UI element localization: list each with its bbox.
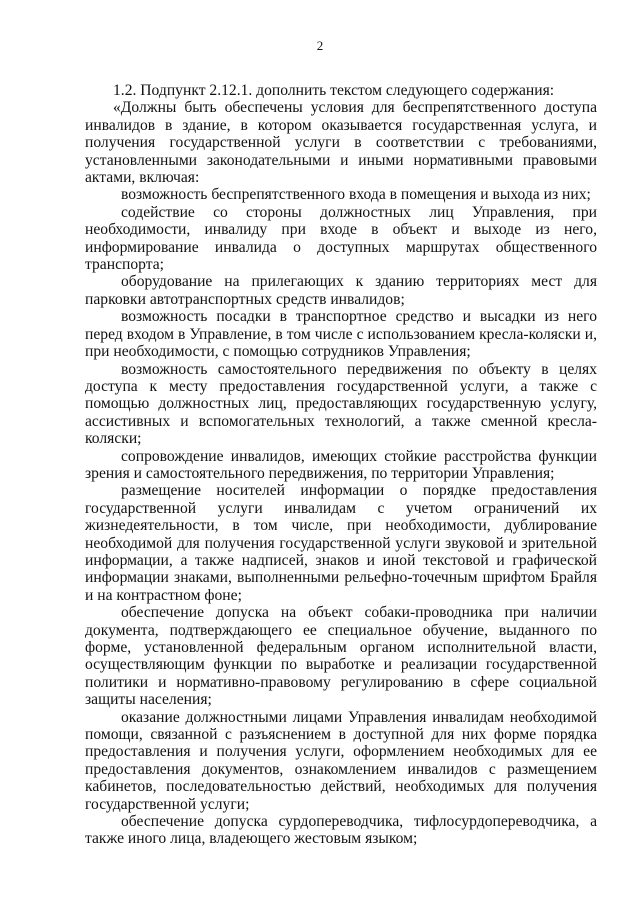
paragraph: сопровождение инвалидов, имеющих стойкие расстройства функции зрения и самостоятельного передвижения, по территории Управления; — [85, 447, 597, 482]
paragraph: оборудование на прилегающих к зданию территориях мест для парковки автотранспортных средств инвалидов; — [85, 273, 597, 308]
paragraph: оказание должностными лицами Управления инвалидам необходимой помощи, связанной с разъяснением в доступной для них форме порядка предоставления и получения услуги, оформлением необходимых для ее предоставления документов, ознакомлением инвалидов с размещением кабинетов, последовательностью действий, необходимых для получения государственной услуги; — [85, 708, 597, 813]
document-body — [85, 82, 597, 848]
paragraph: «Должны быть обеспечены условия для беспрепятственного доступа инвалидов в здание, в котором оказывается государственная услуга, и получения государственной услуги в соответствии с требованиями, установленными законодательными и иными нормативными правовыми актами, включая: — [85, 99, 597, 187]
paragraph: возможность самостоятельного передвижения по объекту в целях доступа к месту предоставления государственной услуги, а также с помощью должностных лиц, предоставляющих государственную услугу, ассистивных и вспомогательных технологий, а также сменной кресла-коляски; — [85, 360, 597, 448]
paragraph: возможность посадки в транспортное средство и высадки из него перед входом в Управление, в том числе с использованием кресла-коляски и, при необходимости, с помощью сотрудников Управления; — [85, 308, 597, 361]
paragraph: обеспечение допуска на объект собаки-проводника при наличии документа, подтверждающего ее специальное обучение, выданного по форме, установленной федеральным органом исполнительной власти, осуществляющим функции по выработке и реализации государственной политики и нормативно-правовому регулированию в сфере социальной защиты населения; — [85, 604, 597, 709]
paragraph: возможность беспрепятственного входа в помещения и выхода из них; — [121, 186, 591, 204]
paragraph: обеспечение допуска сурдопереводчика, тифлосурдопереводчика, а также иного лица, владеющего жестовым языком; — [85, 813, 597, 848]
page-number: 2 — [316, 38, 324, 53]
paragraph: размещение носителей информации о порядке предоставления государственной услуги инвалидам с учетом ограничений их жизнедеятельности, в том числе, при необходимости, дублирование необходимой для получения государственной услуги звуковой и зрительной информации, а также надписей, знаков и иной текстовой и графической информации знаками, выполненными рельефно-точечным шрифтом Брайля и на контрастном фоне; — [85, 482, 597, 604]
paragraph: содействие со стороны должностных лиц Управления, при необходимости, инвалиду при входе в объект и выходе из него, информирование инвалида о доступных маршрутах общественного транспорта; — [85, 203, 597, 274]
paragraph-heading: 1.2. Подпункт 2.12.1. дополнить текстом следующего содержания: — [113, 82, 555, 99]
